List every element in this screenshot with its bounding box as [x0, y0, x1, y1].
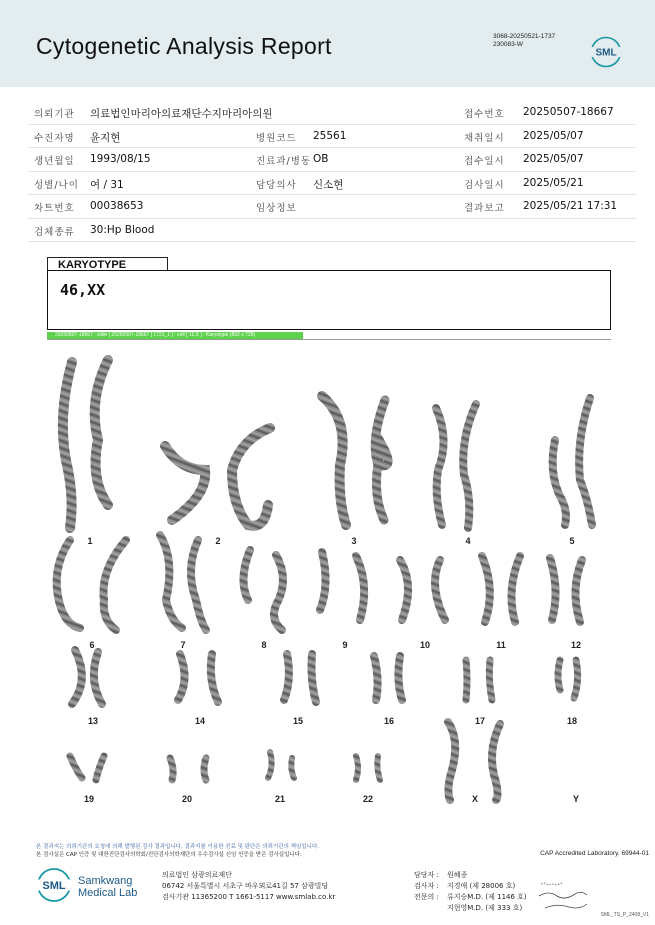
footer-note-2: 본 검사실은 CAP 인증 및 대한진단검사의학회/진단검사의학재단의 우수검사실 신임 인증을 받은 검사실입니다.	[36, 852, 302, 858]
receipt-no-label: 접수번호	[464, 109, 505, 120]
chromosome-shape	[482, 556, 490, 622]
chromosome-shape	[63, 362, 72, 528]
receipt-date-label: 접수일시	[464, 156, 505, 167]
chromosome-label-7: 7	[180, 640, 186, 650]
chromosome-shape	[400, 560, 408, 620]
test-date-value: 2025/05/21	[523, 176, 584, 189]
brand-line-2: Medical Lab	[78, 887, 138, 899]
karyotype-label: KARYOTYPE	[47, 257, 168, 271]
chromosome-shape	[268, 752, 272, 778]
footer-note-1: 본 결과지는 의뢰기관의 요청에 의해 발행된 검사 결과입니다. 결과지를 이용한 진료 및 판단은 의뢰기관의 책임입니다.	[36, 844, 320, 850]
chromosome-label-19: 19	[83, 794, 95, 804]
report-code-line2: 230083-W	[493, 41, 523, 48]
chromosome-shapes	[57, 360, 592, 800]
divider	[47, 339, 611, 340]
chromosome-shape	[312, 654, 317, 702]
chromosome-shape	[550, 558, 556, 620]
chromosome-shape	[103, 540, 126, 630]
report-date-value: 2025/05/21 17:31	[523, 200, 618, 212]
chromosome-shape	[94, 652, 102, 704]
chromosome-label-4: 4	[465, 536, 471, 546]
chromosome-shape	[435, 560, 445, 620]
info-row	[28, 125, 636, 149]
chromosome-label-13: 13	[87, 716, 99, 726]
chromosome-label-20: 20	[181, 794, 193, 804]
chromosome-shape	[274, 555, 283, 630]
staff-label: 담당자 :	[414, 871, 439, 879]
name-value: 윤지현	[90, 131, 121, 144]
report-code	[493, 33, 555, 49]
chromosome-shape	[356, 556, 364, 620]
chromosome-shape	[511, 556, 520, 622]
report-date-label: 결과보고	[464, 203, 505, 214]
chromosome-label-21: 21	[274, 794, 286, 804]
info-row	[28, 219, 636, 243]
chromosome-shape	[232, 428, 270, 526]
staff-value: 지경애 (제 28006 호)	[447, 882, 516, 890]
chromosome-label-3: 3	[351, 536, 357, 546]
collection-date-value: 2025/05/07	[523, 129, 584, 142]
info-row	[28, 101, 636, 125]
chromosome-shape	[448, 722, 455, 800]
chromosome-shape	[243, 550, 250, 600]
chromosome-shape	[489, 660, 492, 700]
chromosome-label-16: 16	[383, 716, 395, 726]
samkwang-logo-text: SML	[42, 880, 66, 892]
specimen-value: 30:Hp Blood	[90, 223, 155, 236]
sml-logo-text: SML	[595, 47, 617, 59]
chromosome-shape	[291, 758, 294, 778]
chromosome-label-12: 12	[570, 640, 582, 650]
chromosome-label-9: 9	[342, 640, 348, 650]
address-line-3: 검사기관 11365200 T 1661-5117 www.smlab.co.kr	[162, 893, 336, 901]
info-row	[28, 172, 636, 196]
chromosome-label-22: 22	[362, 794, 374, 804]
patient-info	[28, 101, 636, 242]
hospital-code-label: 병원코드	[256, 132, 297, 144]
chromosome-label-14: 14	[194, 716, 206, 726]
receipt-date-value: 2025/05/07	[523, 153, 584, 165]
chromosome-label-18: 18	[566, 716, 578, 726]
chromosome-shape	[70, 756, 82, 778]
karyotype-value: 46,XX	[60, 281, 106, 299]
chromosome-shape	[96, 756, 104, 780]
chromosome-label-1: 1	[87, 536, 93, 546]
staff-value: 원혜종	[447, 871, 468, 879]
chromosome-shape	[160, 535, 182, 628]
chromosome-shape	[375, 400, 388, 520]
department-value: OB	[313, 153, 329, 165]
chromosome-shape	[95, 360, 108, 505]
clinical-info-label: 임상정보	[256, 203, 297, 214]
institution-value: 의료법인마리아의료재단수지마리아의원	[90, 108, 273, 120]
receipt-no-value: 20250507-18667	[523, 106, 614, 118]
brand-line-1: Samkwang	[78, 875, 133, 887]
chromosome-shape	[466, 660, 467, 700]
chromosome-shape	[320, 552, 326, 610]
chromosome-label-8: 8	[261, 640, 267, 650]
chromosome-shape	[165, 446, 205, 520]
chromosome-label-15: 15	[292, 716, 304, 726]
chromosome-shape	[377, 756, 380, 780]
address-line-1: 의료법인 삼광의료재단	[162, 871, 232, 879]
sml-logo	[590, 36, 622, 68]
chromosome-label-17: 17	[474, 716, 486, 726]
cap-accreditation: CAP Accredited Laboratory. 69944-01	[540, 850, 649, 857]
chromosome-shape	[284, 654, 289, 700]
chromosome-shape	[72, 650, 82, 704]
report-title: Cytogenetic Analysis Report	[36, 33, 332, 59]
chromosome-shape	[574, 660, 578, 698]
report-code-line1: 3068-20250521-1737	[493, 33, 556, 40]
chromosome-label-y: Y	[572, 794, 580, 804]
chromosome-label-2: 2	[215, 536, 221, 546]
chromosome-shape	[211, 654, 218, 702]
info-row	[28, 148, 636, 172]
chromosome-shape	[170, 758, 173, 780]
staff-label: 검사자 :	[414, 882, 439, 890]
form-code: SML_TS_P_2408_V1	[600, 912, 649, 918]
hospital-code-value: 25561	[313, 129, 347, 142]
chromosome-shape	[204, 758, 206, 780]
chromosome-shape	[374, 656, 378, 700]
chromosome-shape	[436, 408, 444, 525]
birth-date-label: 생년월일	[34, 156, 75, 167]
slide-info-bar: 20250507-18667 : slide [ 20250507-18667 [ 1721_1 ] : cell [ 12,X ] : Karyotype (892 x 728)	[47, 332, 303, 339]
staff-value: 류지승M.D. (제 1146 호)	[447, 893, 527, 901]
chromosome-shape	[356, 756, 358, 780]
karyotype-box	[47, 270, 611, 330]
specimen-label: 검체종류	[34, 226, 75, 238]
sex-age-label: 성별/나이	[34, 179, 79, 191]
chart-no-value: 00038653	[90, 200, 144, 212]
address-line-2: 06742 서울특별시 서초구 바우뫼로41길 57 삼광빌딩	[162, 882, 329, 890]
footer-staff	[414, 870, 527, 914]
chromosome-shape	[322, 396, 346, 525]
test-date-label: 검사일시	[464, 179, 505, 191]
birth-date-value: 1993/08/15	[90, 153, 151, 165]
footer-address	[162, 870, 335, 903]
chromosome-shape	[575, 560, 582, 622]
name-label: 수진자명	[34, 132, 75, 144]
footer-brand	[78, 875, 137, 899]
chromosome-shape	[553, 440, 566, 525]
chromosome-label-10: 10	[419, 640, 431, 650]
collection-date-label: 채취일시	[464, 132, 505, 144]
sex-age-value: 여 / 31	[90, 178, 124, 191]
staff-value: 지현영M.D. (제 333 호)	[447, 904, 523, 912]
chromosome-shape	[178, 654, 185, 700]
chromosome-shape	[463, 404, 476, 528]
chromosome-shape	[57, 540, 80, 628]
signature	[535, 874, 595, 912]
institution-label: 의뢰기관	[34, 109, 75, 120]
doctor-value: 신소현	[313, 178, 344, 191]
chromosome-label-x: X	[471, 794, 479, 804]
staff-label: 전문의 :	[414, 893, 439, 901]
department-label: 진료과/병동	[256, 156, 312, 167]
chart-no-label: 차트번호	[34, 203, 75, 214]
chromosome-shape	[492, 724, 500, 800]
samkwang-logo	[36, 867, 72, 903]
info-row	[28, 195, 636, 219]
chromosome-label-11: 11	[496, 640, 506, 650]
chromosome-shape	[191, 540, 206, 630]
chromosome-label-6: 6	[89, 640, 95, 650]
chromosome-shape	[579, 398, 592, 525]
doctor-label: 담당의사	[256, 179, 297, 191]
report-header	[0, 0, 655, 87]
chromosome-label-5: 5	[569, 536, 575, 546]
chromosome-shape	[398, 656, 402, 700]
chromosome-shape	[558, 660, 560, 690]
